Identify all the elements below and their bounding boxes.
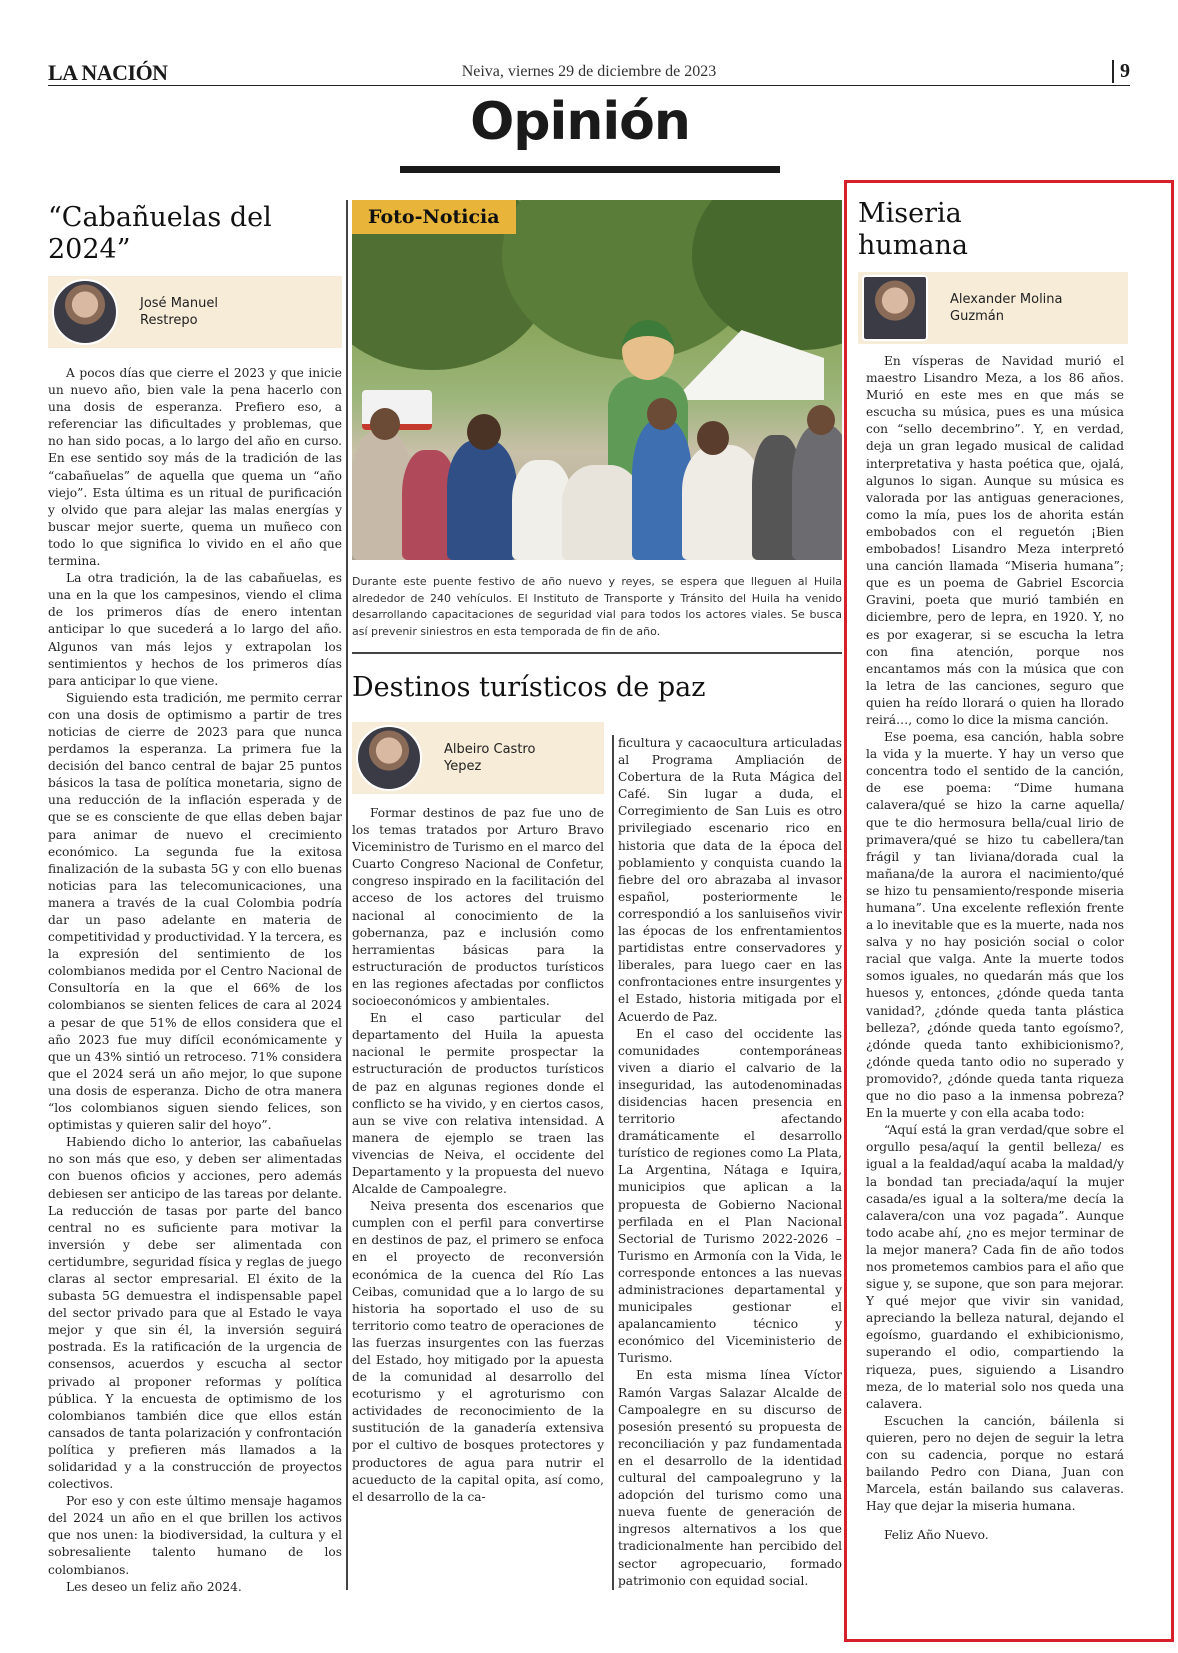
middle-article-title: Destinos turísticos de paz: [352, 672, 706, 703]
section-title-rule: [400, 166, 780, 173]
right-article-title: Miseria humana: [858, 198, 968, 261]
masthead: [48, 60, 1130, 86]
middle-article-author-name: Albeiro Castro Yepez: [444, 742, 536, 774]
paragraph: ficultura y cacaocultura articuladas al Programa Ampliación de Cobertura de la Ruta Mágica del Café. Sin lugar a duda, el Corregimiento de San Luis es otro privilegiado escenario rico en historia que data de la época del poblamiento y conquista cuando la fiebre del oro abrazaba al invasor español, posteriormente le correspondió a los sanluiseños vivir las épocas de los enfrentamientos partidistas entre conservadores y liberales, para luego caer en las confrontaciones entre insurgentes y el Estado, historia mitigada por el Acuerdo de Paz.: [618, 736, 842, 1024]
paragraph: Escuchen la canción, báilenla si quieren, pero no dejen de seguir la letra con su cadencia, porque no estará bailando Pedro con Diana, Juan con Marcela, están bailando sus calaveras. Hay que dejar la miseria humana.: [866, 1413, 1124, 1514]
photo-caption: Durante este puente festivo de año nuevo y reyes, se espera que lleguen al Huila alrededor de 240 vehículos. El Instituto de Transporte y Tránsito del Huila ha venido desarrollando capacitaciones de seguridad vial para todos los actores viales. Se busca así prevenir siniestros en esta temporada de fin de año.: [352, 575, 842, 638]
section-divider: [352, 652, 842, 654]
foto-noticia-tag: Foto-Noticia: [352, 200, 516, 234]
left-article-author-box: [48, 276, 342, 348]
paragraph: En esta misma línea Víctor Ramón Vargas Salazar Alcalde de Campoalegre en su discurso de posesión presentó su propuesta de reconciliación y paz fundamentada en el desarrollo de la identidad cultural del campoalegruno y la adopción del turismo como una nueva fuente de generación de ingresos alternativos a los que tradicionalmente han percibido del sector agropecuario, formado patrimonio con equidad social.: [618, 1368, 842, 1588]
paragraph: Les deseo un feliz año 2024.: [66, 1579, 242, 1594]
paragraph: Neiva presenta dos escenarios que cumplen con el perfil para convertirse en destinos de paz, el primero se enfoca en el proyecto de reconversión económica de la cuenca del Río Las Ceibas, comunidad que a lo largo de su historia ha soportado el uso de su territorio como teatro de operaciones de las fuerzas insurgentes con las fuerzas del Estado, hoy mitigado por la apuesta de la comunidad al desarrollo del ecoturismo y el agroturismo con actividades de reconocimiento de la sustitución de la ganadería extensiva por el cultivo de bosques protectores y productores de agua para nutrir el acueducto de la capital opita, así como, el desarrollo de la ca-: [352, 1199, 604, 1504]
paragraph: A pocos días que cierre el 2023 y que inicie un nuevo año, bien vale la pena hacerlo con una dosis de esperanza. Prefiero eso, a referenciar las dificultades y problemas, que no han sido pocas, a lo largo del año en curso. En ese sentido soy más de la tradición de las “cabañuelas” de aquella que quema un “año viejo”. Esta última es un ritual de purificación y olvido que para alejar las malas energías y buscar mejor suerte, quema un muñeco con todo lo que significa lo vivido en el año que termina.: [48, 366, 342, 569]
right-article-author-box: [858, 272, 1128, 344]
right-article-author-name: Alexander Molina Guzmán: [950, 292, 1063, 324]
column-divider: [346, 200, 348, 1590]
section-title: Opinión: [470, 92, 690, 152]
paragraph: Ese poema, esa canción, habla sobre la vida y la muerte. Y hay un verso que concentra todo el sentido de la canción, de ese poema: “Dime humana calavera/qué se hizo la carne aquella/ que te dio hermosura bella/cual lirio de primavera/qué se hizo tu cabellera/tan frágil y tan liviana/dorada cual la mañana/de la aurora el nacimiento/qué se hizo tu pensamiento/responde miseria humana”. Una excelente reflexión frente a lo inevitable que es la muerte, nada nos salva y no hay posición social o color racial que valga. Ante la muerte todos somos iguales, no quedarán más que los huesos y, entonces, ¿dónde queda tanta vanidad?, ¿dónde queda tanta plástica belleza?, ¿dónde queda tanto egoísmo?, ¿dónde queda tanto exhibicionismo?, ¿dónde queda tanto odio no superado y promovido?, ¿dónde queda tanta riqueza que no dio paso a la inmensa pobreza? En la muerte y con ella acaba todo:: [866, 730, 1124, 1121]
crowd: [352, 410, 842, 560]
paragraph: En el caso particular del departamento del Huila la apuesta nacional le permite prospectar la estructuración de productos turísticos de paz en algunas regiones donde el conflicto se ha vivido, y en ciertos casos, aun se vive con relativa intensidad. A manera de ejemplo se traen las vivencias de Neiva, el occidente del Departamento y la propuesta del nuevo Alcalde de Campoalegre.: [352, 1011, 604, 1197]
middle-article-body-col2: [618, 735, 842, 1595]
paragraph: En el caso del occidente las comunidades contemporáneas viven a diario el calvario de la inseguridad, las autodenominadas disidencias hacen presencia en territorio afectando dramáticamente el desarrollo turístico de regiones como La Plata, La Argentina, Nátaga e Iquira, municipios que aplican a la propuesta de Gobierno Nacional perfilada en el Plan Nacional Sectorial de Turismo 2022-2026 – Turismo en Armonía con la Vida, le corresponde entonces a las nuevas administraciones departamental y municipales gestionar el apalancamiento técnico y económico del Viceministerio de Turismo.: [618, 1026, 842, 1366]
left-article-title: “Cabañuelas del 2024”: [48, 202, 272, 265]
paragraph: Habiendo dicho lo anterior, las cabañuelas no son más que eso, y deben ser alimentadas con buenos oficios y acciones, pero además debiesen ser anticipo de las tareas por delante. La reducción de tasas por parte del banco central no es suficiente para motivar la inversión y debe ser alimentada con certidumbre, seguridad física y reglas de juego claras al sector empresarial. El éxito de la subasta 5G demuestra el indispensable papel del sector privado para que al Estado le vaya mejor y que sin él, la inversión seguirá postrada. Es la ratificación de la urgencia de consensos, acuerdos y escucha al sector privado al proponer reformas y política pública. Y la encuesta de optimismo de los colombianos también dice que ellos están cansados de tanta polarización y confrontación política y prefieren más llamados a la solidaridad y a la construcción de proyectos colectivos.: [48, 1135, 342, 1492]
paragraph: Formar destinos de paz fue uno de los temas tratados por Arturo Bravo Viceministro de Turismo en el marco del Cuarto Congreso Nacional de Confetur, congreso inspirado en la facilitación del acceso de los actores del truismo nacional al conocimiento de la gobernanza, paz e inclusión como herramientas básicas para la estructuración de productos turísticos en las regiones afectadas por conflictos socioeconómicos y ambientales.: [352, 806, 604, 1009]
paragraph: En vísperas de Navidad murió el maestro Lisandro Meza, a los 86 años. Murió en este mes en que más se escucha su música, pues es una música con “sello decembrino”. Y, en verdad, deja un gran legado musical de calidad interpretativa y hasta poética que, ojalá, algunos lo sigan. Aunque su música es valorada por las antiguas generaciones, como la mía, pues los de ahorita están embobados con el reguetón ¡Bien embobados! Lisandro Meza interpretó una canción llamada “Miseria humana”; que es un poema de Gabriel Escorcia Gravini, poeta que murió también en diciembre, pero de lepra, en 1920. Y, no es por exagerar, si se escucha la letra con fina atención, porque nos encantamos más con la música que con la letra de las canciones, seguro que quien ha reído llorará o quien ha llorado reirá…, como lo dice la misma canción.: [866, 354, 1124, 727]
author-avatar: [356, 725, 422, 791]
middle-article-body-col1: [352, 805, 604, 1595]
paragraph: La otra tradición, la de las cabañuelas, es una en la que los campesinos, viendo el clima de los primeros días de enero intentan anticipar lo que sucederá a lo largo del año. Algunos van más lejos y extrapolan los sentimientos y hechos de los primeros días para anticipar lo que viene.: [48, 571, 342, 688]
right-article-body: [866, 353, 1124, 1633]
paragraph: Siguiendo esta tradición, me permito cerrar con una dosis de optimismo a partir de tres noticias de cierre de 2023 para que nunca perdamos la esperanza. La primera fue la decisión del banco central de bajar 25 puntos básicos la tasa de política monetaria, signo de una reducción de la inflación esperada y de que se es consciente de que ellas deben bajar para animar de nuevo el crecimiento económico. La segunda fue la exitosa finalización de la subasta 5G y con ello buenas noticias para las telecomunicaciones, una manera a través de la cual Colombia podría dar un paso adelante en materia de competitividad y productividad. Y la tercera, es la expresión del sentimiento de los colombianos medida por el Centro Nacional de Consultoría en la que el 66% de los colombianos se sienten felices de cara al 2024 a pesar de que 51% de ellos considera que el año 2023 fue muy difícil económicamente y que un 43% sintió un retroceso. 71% considera que el 2024 será un año mejor, lo que supone una dosis de esperanza. Dicho de otra manera “los colombianos siguen siendo felices, son optimistas y quieren salir del hoyo”.: [48, 690, 342, 1133]
left-article-author-name: José Manuel Restrepo: [140, 296, 218, 328]
newspaper-logo: LA NACIÓN: [48, 60, 168, 85]
paragraph: “Aquí está la gran verdad/que sobre el orgullo pesa/aquí la gentil belleza/ es igual a la fealdad/aquí acaba la maldad/y la bondad tan preciada/aquí la mujer casada/es igual a la soltera/me decía la calavera/con una voz pagada”. Aunque todo acabe ahí, ¿no es mejor terminar de la mejor manera? Cada fin de año todos nos prometemos cambios para el año que sigue y, se supone, que son para mejorar. Y qué mejor que vivir sin vanidad, apreciando la belleza natural, dejando el egoísmo, guardando el exhibicionismo, superando el odio, compartiendo la riqueza, pues, siguiendo a Lisandro meza, de lo material solo nos queda una calavera.: [866, 1123, 1124, 1411]
middle-article-author-box: [352, 722, 604, 794]
column-divider: [612, 735, 614, 1590]
dateline: Neiva, viernes 29 de diciembre de 2023: [461, 63, 717, 80]
page-number: 9: [1112, 60, 1130, 83]
author-avatar: [862, 275, 928, 341]
author-avatar: [52, 279, 118, 345]
paragraph: Por eso y con este último mensaje hagamos del 2024 un año en el que brillen los activos que nos unen: la biodiversidad, la cultura y el sobresaliente talento humano de los colombianos.: [48, 1494, 342, 1577]
news-photo: [352, 200, 842, 560]
paragraph: Feliz Año Nuevo.: [884, 1528, 989, 1543]
left-article-body: [48, 365, 342, 1595]
